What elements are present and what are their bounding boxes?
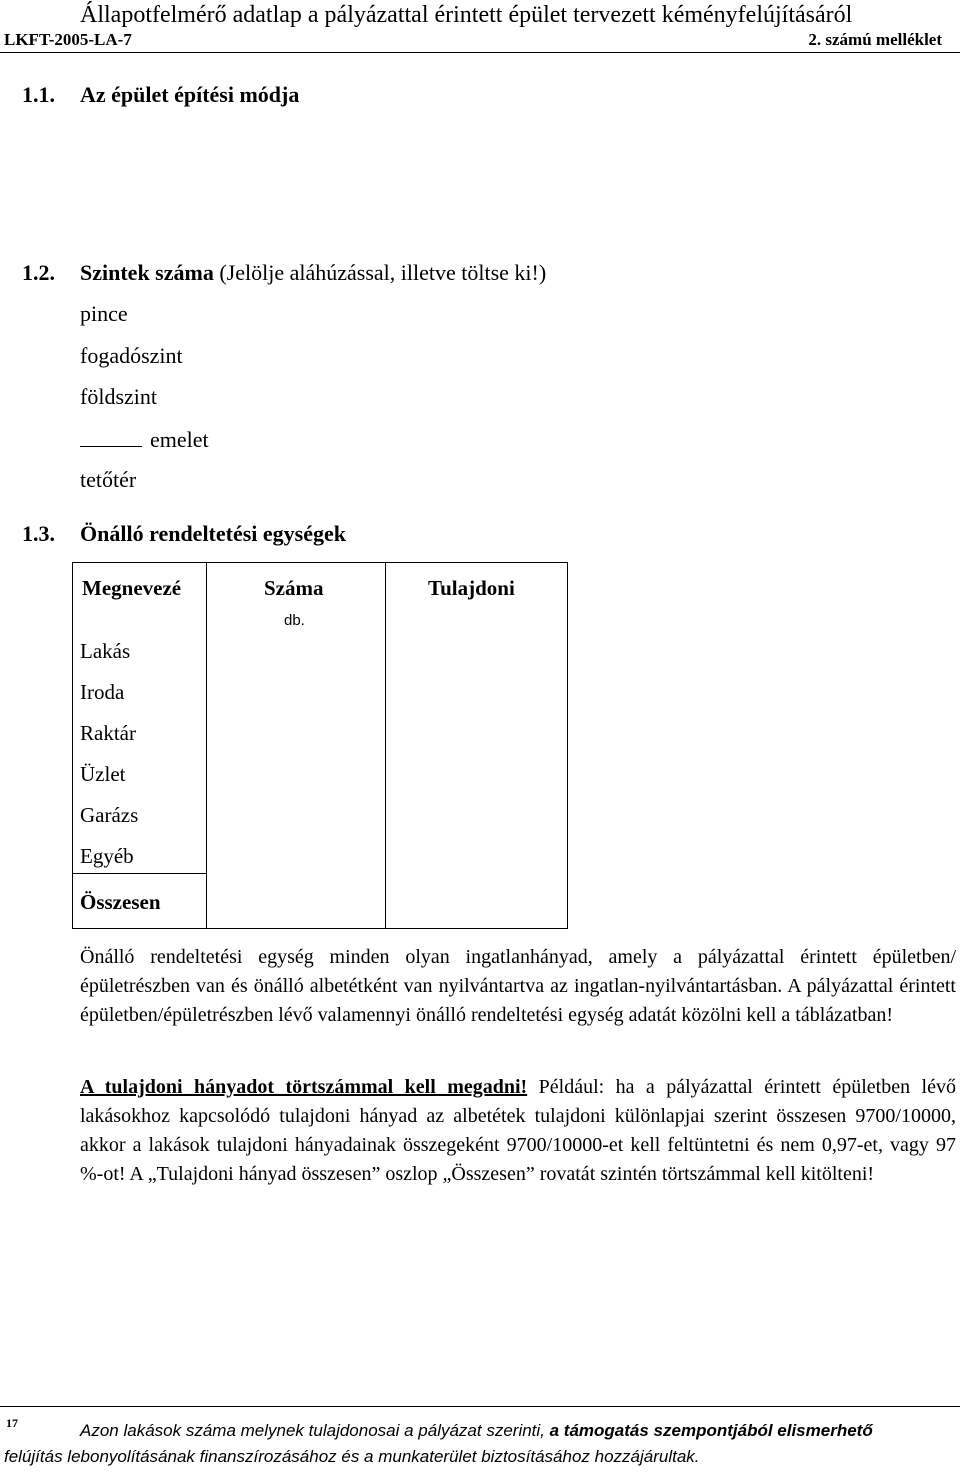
document-title: Állapotfelmérő adatlap a pályázattal érintett épület tervezett kéményfelújításáról [80,2,853,28]
section-title-bold: Szintek száma [80,260,214,285]
level-option-reception[interactable]: fogadószint [80,343,183,368]
table-row-label: Iroda [80,680,125,704]
table-total-divider [72,873,206,874]
footnote-text [80,1421,873,1441]
document-code: LKFT-2005-LA-7 [4,30,132,49]
instruction-paragraph [80,1073,956,1189]
column-header-share: Tulajdoni [428,576,515,600]
table-column-divider [385,562,386,929]
section-title [80,260,546,286]
annex-label: 2. számú melléklet [808,30,942,49]
level-option-basement[interactable]: pince [80,301,128,326]
table-row-label: Üzlet [80,762,126,786]
header-divider [0,52,960,53]
floor-count-field[interactable] [80,426,142,447]
table-row-label: Garázs [80,803,139,827]
section-title-instruction: (Jelölje aláhúzással, illetve töltse ki!) [213,260,547,285]
level-option-ground[interactable]: földszint [80,384,157,409]
section-number: 1.1. [22,82,55,107]
column-header-name: Megnevezé [82,576,182,600]
table-row-label: Egyéb [80,844,134,868]
table-row-label: Lakás [80,639,131,663]
instruction-emphasis: A tulajdoni hányadot törtszámmal kell megadni! [80,1076,528,1098]
section-number: 1.3. [22,521,55,546]
footnote-number: 17 [6,1416,18,1430]
section-number: 1.2. [22,260,55,285]
table-column-divider [206,562,207,929]
level-option-attic[interactable]: tetőtér [80,467,137,492]
footnote-text-bold: a támogatás szempontjából elismerhető [549,1421,873,1440]
section-title: Önálló rendeltetési egységek [80,521,346,546]
table-row-label: Raktár [80,721,136,745]
instruction-text: Például: ha a pályázattal érintett épületben lévő lakásokhoz kapcsolódó tulajdoni hányad az albetétek tulajdoni különlapjai szerint összesen 9700/10000, akkor a lakások tulajdoni hányadainak összegeként 9700/10000-et kell feltüntetni és nem 0,97-et, vagy 97 %-ot! A „Tulajdoni hányad összesen” oszlop „Összesen” rovatát szintén törtszámmal kell kitölteni! [80,1076,956,1185]
count-unit: db. [284,612,305,629]
level-option-floors [80,426,209,453]
footnote-divider [0,1406,960,1407]
section-title: Az épület építési módja [80,82,300,107]
footnote-text-continued: felújítás lebonyolításának finanszírozásához és a munkaterület biztosításához hozzájárultak. [4,1447,700,1466]
table-total-label: Összesen [80,890,161,914]
column-header-count: Száma [264,576,324,600]
floor-label: emelet [150,427,209,452]
explanation-paragraph: Önálló rendeltetési egység minden olyan ingatlanhányad, amely a pályázattal érintett épületben/épületrészben van és önálló albetétként van nyilvántartva az ingatlan-nyilvántartásban. A pályázattal érintett épületben/épületrészben lévő valamennyi önálló rendeltetési egység adatát közölni kell a táblázatban! [80,946,956,1026]
footnote-text-part: Azon lakások száma melynek tulajdonosai a pályázat szerinti, [80,1421,550,1440]
